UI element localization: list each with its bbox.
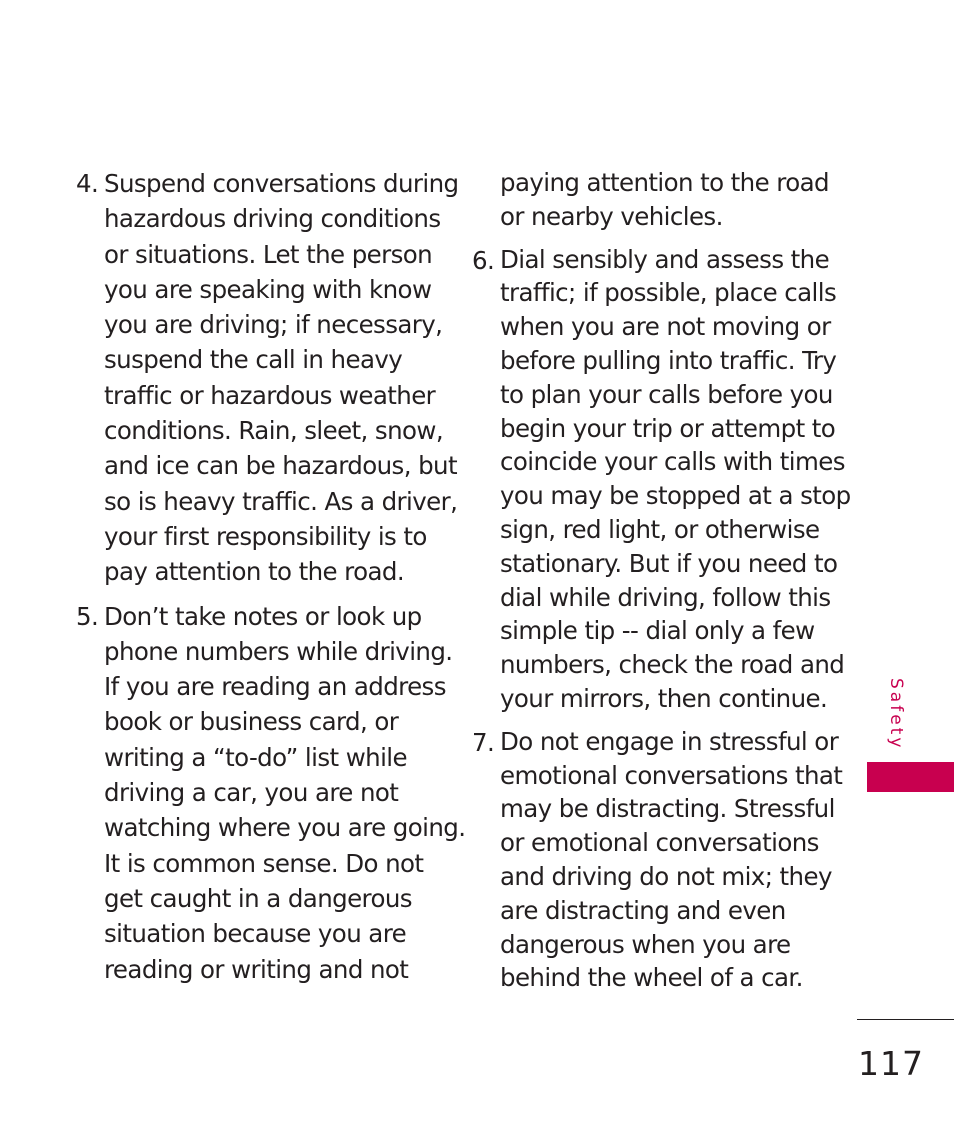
item-number: 7. <box>472 727 495 757</box>
list-item-5 <box>76 599 466 987</box>
text-line: Don’t take notes or look up <box>104 601 422 631</box>
text-line: sign, red light, or otherwise <box>500 514 820 544</box>
text-line: and driving do not mix; they <box>500 861 832 891</box>
list-item-4 <box>76 166 459 590</box>
section-label: Safety <box>886 678 906 751</box>
text-line: your first responsibility is to <box>104 521 427 551</box>
text-line: so is heavy traffic. As a driver, <box>104 486 458 516</box>
text-line: or situations. Let the person <box>104 239 433 269</box>
page-number-rule <box>857 1019 954 1020</box>
text-line: you are speaking with know <box>104 274 432 304</box>
text-line: Suspend conversations during <box>104 169 459 198</box>
text-line: numbers, check the road and <box>500 650 845 680</box>
list-item-6 <box>472 243 851 716</box>
text-line: your mirrors, then continue. <box>500 683 828 713</box>
continuation-paragraph <box>472 166 842 234</box>
text-line: or nearby vehicles. <box>500 201 723 231</box>
list-item-7 <box>472 725 842 995</box>
text-line: situation because you are <box>104 919 407 949</box>
text-line: or emotional conversations <box>500 828 819 858</box>
text-line: conditions. Rain, sleet, snow, <box>104 416 444 446</box>
text-line: dial while driving, follow this <box>500 582 831 612</box>
right-column <box>472 166 851 995</box>
text-line: Dial sensibly and assess the <box>500 244 830 274</box>
text-line: you may be stopped at a stop <box>500 481 851 511</box>
text-line: phone numbers while driving. <box>104 636 453 666</box>
text-line: traffic or hazardous weather <box>104 380 436 410</box>
text-line: to plan your calls before you <box>500 379 833 409</box>
section-tab-marker <box>867 762 954 792</box>
text-line: Do not engage in stressful or <box>500 726 839 756</box>
item-number: 4. <box>76 169 99 198</box>
text-line: traffic; if possible, place calls <box>500 278 837 308</box>
text-line: watching where you are going. <box>104 813 466 843</box>
text-line: emotional conversations that <box>500 760 843 790</box>
text-line: get caught in a dangerous <box>104 883 412 913</box>
text-line: simple tip -- dial only a few <box>500 616 815 646</box>
item-number: 6. <box>472 245 495 275</box>
text-line: when you are not moving or <box>500 312 831 342</box>
text-line: writing a “to-do” list while <box>104 742 407 772</box>
text-line: before pulling into traffic. Try <box>500 345 837 375</box>
left-column <box>76 166 466 987</box>
text-line: and ice can be hazardous, but <box>104 451 457 481</box>
text-line: reading or writing and not <box>104 954 409 984</box>
item-number: 5. <box>76 601 99 631</box>
text-line: coincide your calls with times <box>500 447 845 477</box>
text-line: paying attention to the road <box>500 168 829 197</box>
text-line: begin your trip or attempt to <box>500 413 836 443</box>
text-line: dangerous when you are <box>500 929 791 959</box>
text-line: may be distracting. Stressful <box>500 794 835 824</box>
text-line: you are driving; if necessary, <box>104 310 443 340</box>
text-line: hazardous driving conditions <box>104 204 441 234</box>
text-line: stationary. But if you need to <box>500 548 838 578</box>
text-line: If you are reading an address <box>104 672 446 702</box>
text-line: driving a car, you are not <box>104 778 399 808</box>
text-line: behind the wheel of a car. <box>500 963 803 993</box>
text-line: suspend the call in heavy <box>104 345 403 375</box>
text-line: It is common sense. Do not <box>104 848 424 878</box>
page-number: 117 <box>858 1044 924 1083</box>
text-line: are distracting and even <box>500 895 786 925</box>
text-line: book or business card, or <box>104 707 399 737</box>
text-line: pay attention to the road. <box>104 557 405 587</box>
